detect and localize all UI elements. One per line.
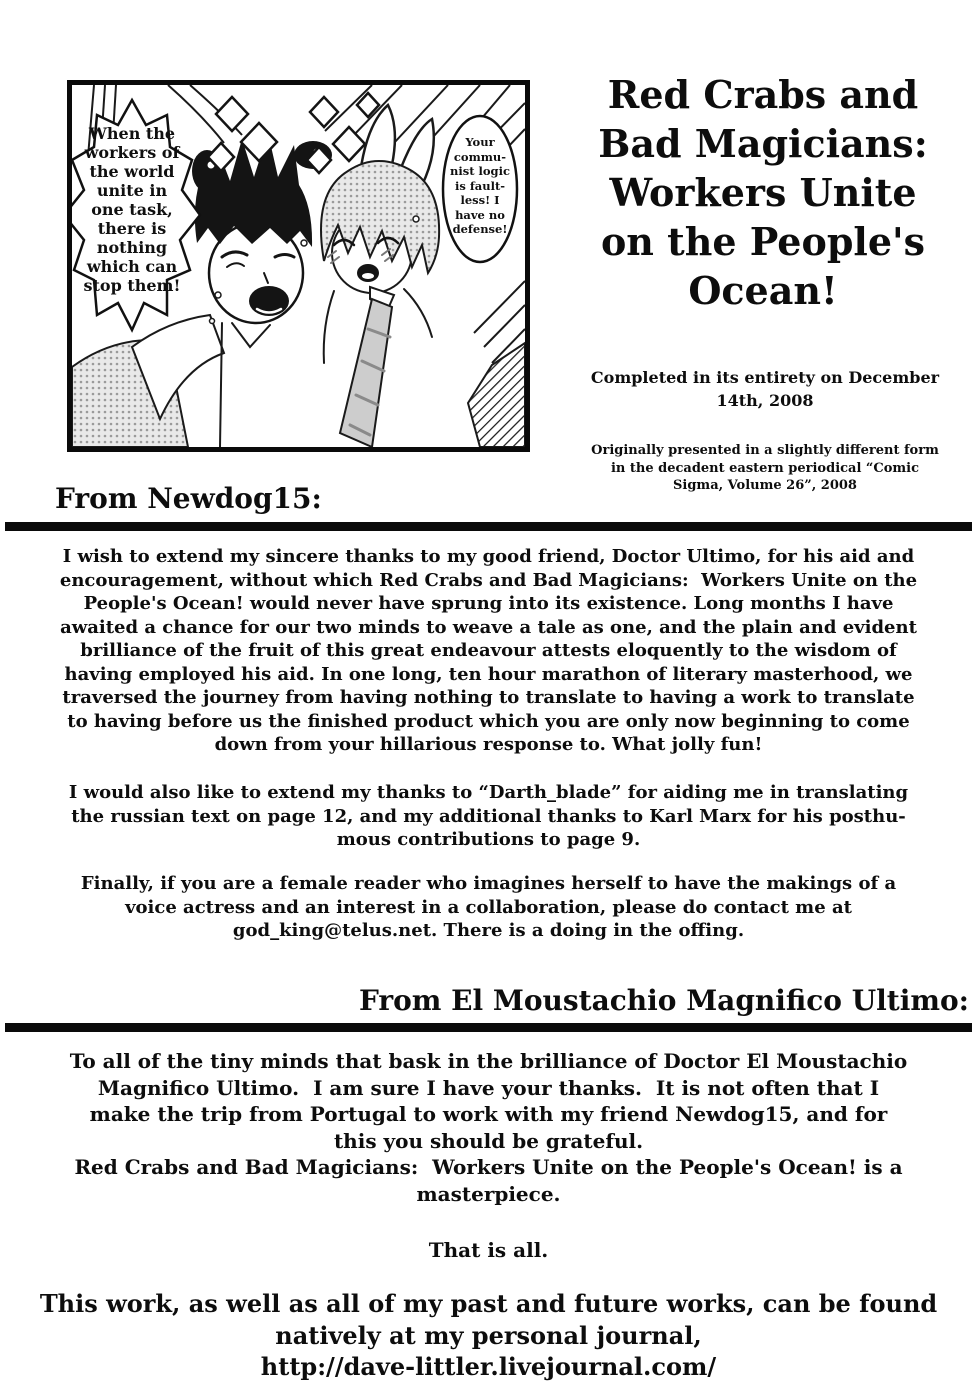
text-line: this you should be grateful.: [333, 1128, 644, 1153]
text-line: in the decadent eastern periodical “Comic: [610, 460, 920, 476]
text-line: Ocean!: [688, 268, 838, 313]
text-line: To all of the tiny minds that bask in the brilliance of Doctor El Moustachio: [69, 1049, 908, 1073]
text-line: mous contributions to page 9.: [336, 829, 641, 850]
text-line: Completed in its entirety on December: [590, 368, 940, 387]
text-line: which can: [86, 257, 178, 276]
newdog-paragraph-3: [34, 872, 943, 943]
closing-line: That is all.: [428, 1238, 549, 1262]
text-line: defense!: [452, 222, 508, 236]
speech-bubble-right-text: [441, 135, 519, 237]
text-line: on the People's: [600, 219, 926, 264]
text-line: Magnifico Ultimo. I am sure I have your thanks. It is not often that I: [97, 1075, 880, 1100]
newdog-paragraph-2: [34, 781, 943, 852]
text-line: down from your hillarious response to. What jolly fun!: [214, 734, 763, 755]
text-line: Workers Unite: [609, 170, 917, 215]
text-line: Red Crabs and: [607, 72, 919, 117]
text-line: masterpiece.: [416, 1181, 561, 1206]
text-line: This work, as well as all of my past and future works, can be found: [39, 1289, 938, 1318]
text-line: natively at my personal journal,: [275, 1320, 702, 1350]
ultimo-heading: From El Moustachio Magnifico Ultimo:: [358, 984, 969, 1017]
text-line: Originally presented in a slightly different form: [591, 443, 939, 458]
text-line: Bad Magicians:: [598, 121, 928, 166]
text-line: awaited a chance for our two minds to weave a tale as one, and the plain and evident: [60, 616, 917, 638]
text-line: encouragement, without which Red Crabs and Bad Magicians: Workers Unite on the: [59, 569, 918, 591]
text-line: unite in: [96, 181, 168, 200]
footer-note: [18, 1288, 959, 1383]
text-line: When the: [88, 124, 176, 143]
ultimo-paragraph: [34, 1048, 943, 1207]
text-line: having employed his aid. In one long, ten hour marathon of literary masterhood, we: [64, 663, 913, 685]
text-line: have no: [455, 207, 505, 222]
completion-note: [563, 366, 967, 412]
text-line: the world: [89, 162, 175, 181]
text-line: workers of: [84, 143, 180, 162]
girl-character: [321, 105, 439, 447]
text-line: Finally, if you are a female reader who imagines herself to have the makings of a: [80, 873, 897, 894]
text-line: http://dave-littler.livejournal.com/: [260, 1352, 717, 1381]
text-line: I wish to extend my sincere thanks to my good friend, Doctor Ultimo, for his aid and: [62, 546, 915, 567]
manga-panel: [67, 80, 530, 452]
text-line: is fault-: [454, 178, 506, 193]
text-line: commu-: [453, 149, 507, 164]
text-line: Sigma, Volume 26”, 2008: [673, 478, 857, 493]
text-line: the russian text on page 12, and my additional thanks to Karl Marx for his posthu-: [71, 805, 906, 827]
text-line: Your: [465, 135, 495, 149]
section-divider-1: [5, 522, 972, 531]
speech-bubble-left-text: [76, 124, 188, 295]
text-line: make the trip from Portugal to work with my friend Newdog15, and for: [89, 1102, 888, 1126]
text-line: there is: [97, 219, 167, 238]
origin-note: [563, 442, 967, 495]
text-line: People's Ocean! would never have sprung into its existence. Long months I have: [83, 593, 894, 614]
text-line: Red Crabs and Bad Magicians: Workers Unite on the People's Ocean! is a: [74, 1155, 903, 1179]
text-line: I would also like to extend my thanks to “Darth_blade” for aiding me in translating: [68, 782, 909, 803]
text-line: god_king@telus.net. There is a doing in the offing.: [232, 920, 745, 941]
section-divider-2: [5, 1023, 972, 1032]
text-line: to having before us the finished product which you are only now beginning to come: [67, 710, 910, 732]
text-line: nist logic: [450, 164, 510, 178]
page-title: [553, 70, 973, 315]
text-line: one task,: [91, 200, 173, 219]
text-line: stop them!: [83, 276, 181, 295]
text-line: less! I: [460, 193, 500, 207]
newdog-heading: From Newdog15:: [55, 482, 322, 515]
newdog-paragraph-1: [34, 545, 943, 757]
text-line: 14th, 2008: [716, 391, 814, 410]
text-line: traversed the journey from having nothing to translate to having a work to translate: [62, 687, 915, 708]
text-line: brilliance of the fruit of this great endeavour attests eloquently to the wisdom of: [80, 640, 897, 661]
text-line: nothing: [96, 238, 168, 257]
text-line: voice actress and an interest in a collaboration, please do contact me at: [125, 896, 852, 918]
